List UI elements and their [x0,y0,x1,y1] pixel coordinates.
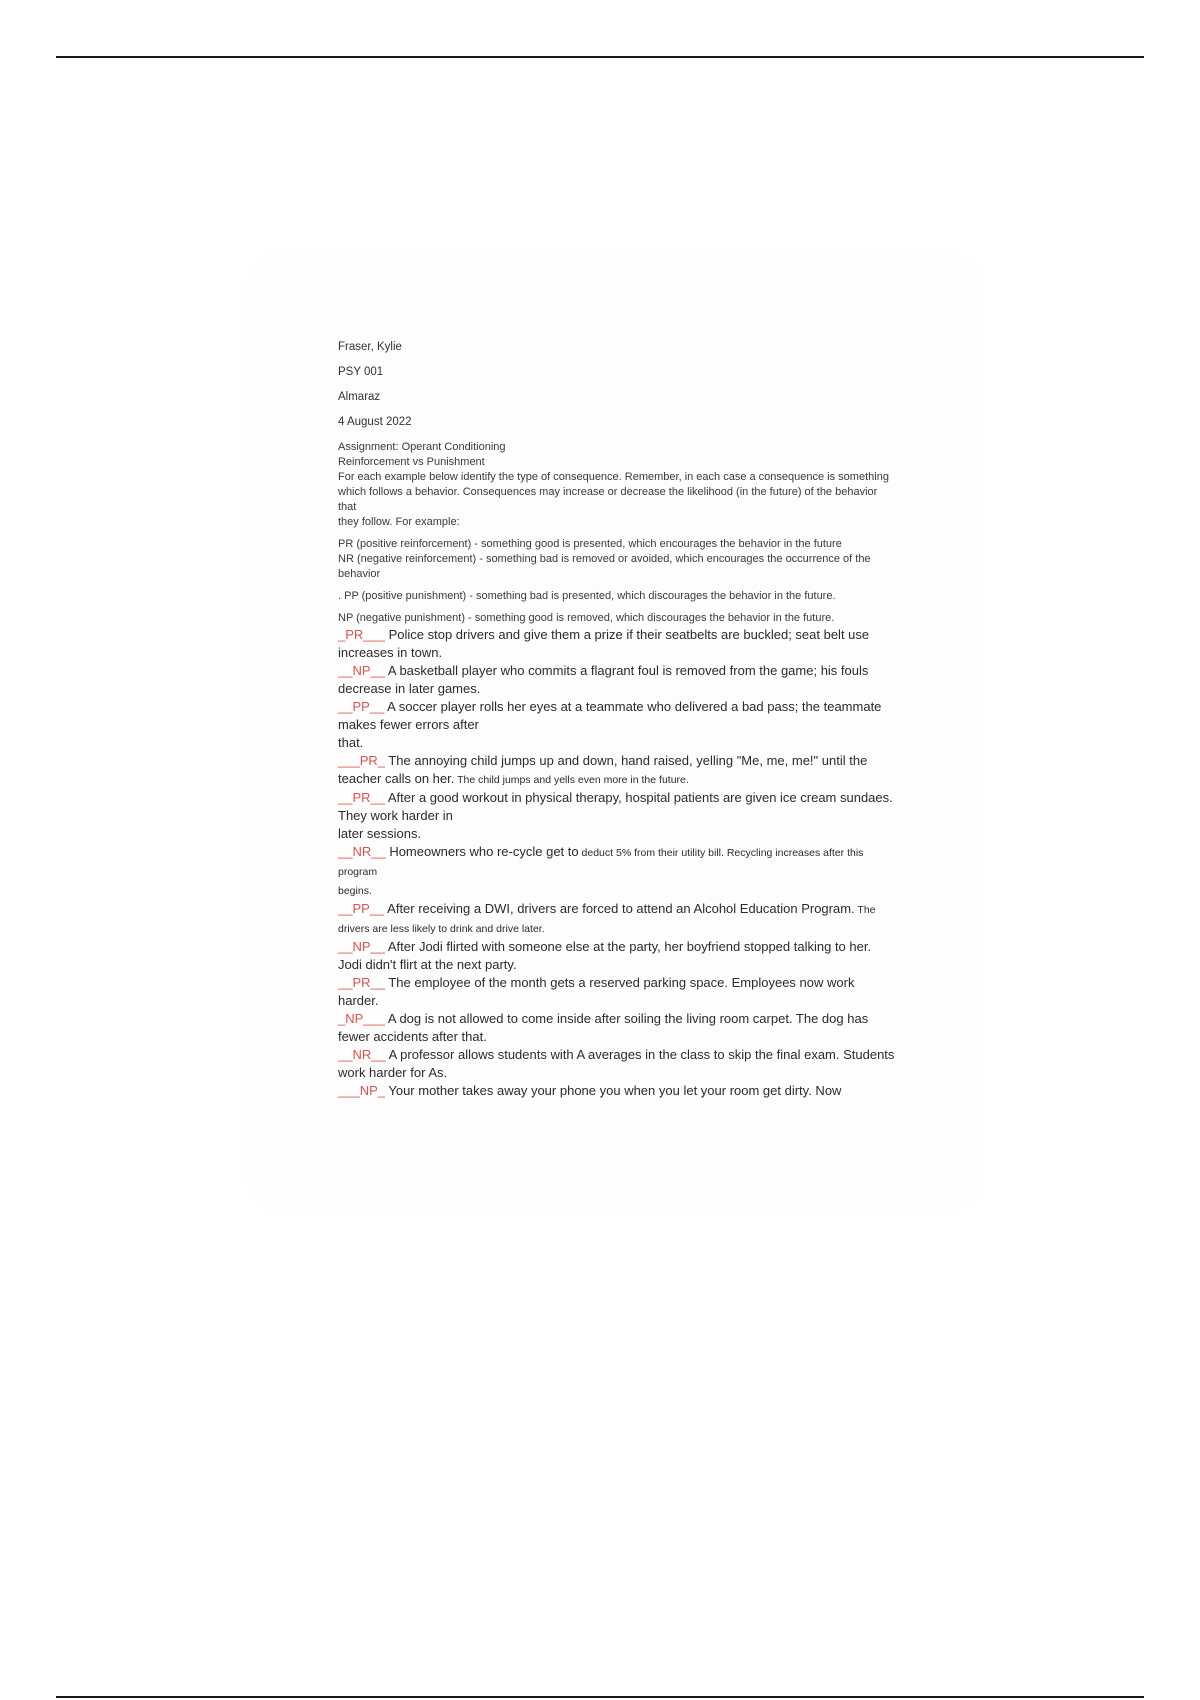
example-text: After Jodi flirted with someone else at the party, her boyfriend stopped talking to her. Jodi didn't flirt at the next party. [338,939,872,972]
answer-label: __PR__ [338,790,385,805]
answer-label: __PP__ [338,699,385,714]
example-item [338,789,898,843]
example-text: After a good workout in physical therapy, hospital patients are given ice cream sundaes. They work harder in [338,790,893,823]
instructor-name: Almaraz [338,391,381,403]
example-small-text: The drivers are less likely to drink and drive later. [338,904,876,935]
bottom-rule [56,1696,1144,1698]
example-text-continued: that. [338,735,364,750]
example-item [338,900,898,938]
example-text: A basketball player who commits a flagrant foul is removed from the game; his fouls decrease in later games. [338,663,869,696]
example-text: A dog is not allowed to come inside after soiling the living room carpet. The dog has fewer accidents after that. [338,1011,869,1044]
example-text: The employee of the month gets a reserved parking space. Employees now work harder. [338,975,855,1008]
definition-pr: PR (positive reinforcement) - something good is presented, which encourages the behavior in the future [338,538,842,550]
example-list [338,626,898,1100]
answer-label: ___NP_ [338,1083,385,1098]
example-text: Your mother takes away your phone you when you let your room get dirty. Now [384,1083,842,1098]
example-small-text: The child jumps and yells even more in the future. [454,774,689,786]
example-item [338,938,898,974]
answer-label: __NR__ [338,1047,386,1062]
example-text: Police stop drivers and give them a prize if their seatbelts are buckled; seat belt use increases in town. [338,627,870,660]
definition-np: NP (negative punishment) - something good is removed, which discourages the behavior in the future. [338,612,835,624]
instructions-text: For each example below identify the type of consequence. Remember, in each case a consequence is something which follows a behavior. Consequences may increase or decrease the likelihood (in the future) of the behavior that [338,471,889,513]
example-item [338,1046,898,1082]
example-item [338,626,898,662]
document-body [338,340,898,1100]
example-text-continued: later sessions. [338,826,422,841]
example-text: The annoying child jumps up and down, hand raised, yelling "Me, me, me!" until the teacher calls on her. [338,753,868,786]
answer-label: __PP__ [338,901,385,916]
answer-label: __NP__ [338,939,385,954]
example-item [338,974,898,1010]
example-text: A professor allows students with A averages in the class to skip the final exam. Students work harder for As. [338,1047,895,1080]
assignment-title: Assignment: Operant Conditioning [338,441,506,453]
student-name: Fraser, Kylie [338,341,402,353]
assignment-date: 4 August 2022 [338,416,412,428]
example-item [338,698,898,752]
example-item [338,752,898,789]
example-text: A soccer player rolls her eyes at a teammate who delivered a bad pass; the teammate makes fewer errors after [338,699,882,732]
answer-label: _PR___ [338,627,385,642]
course-code: PSY 001 [338,366,384,378]
definition-pp: . PP (positive punishment) - something bad is presented, which discourages the behavior in the future. [338,590,836,602]
answer-label: __NR__ [338,844,386,859]
definition-nr: NR (negative reinforcement) - something bad is removed or avoided, which encourages the occurrence of the behavior [338,553,871,580]
answer-label: __PR__ [338,975,385,990]
example-item [338,662,898,698]
example-item [338,1010,898,1046]
example-small-text: deduct 5% from their utility bill. Recycling increases after this program [338,847,864,878]
example-item [338,1082,898,1100]
example-small-text-continued: begins. [338,885,372,897]
example-text: After receiving a DWI, drivers are forced to attend an Alcohol Education Program. [384,901,855,916]
example-text: Homeowners who re-cycle get to [385,844,579,859]
answer-label: ___PR_ [338,753,385,768]
assignment-subtitle: Reinforcement vs Punishment [338,456,485,468]
example-item [338,843,898,900]
answer-label: __NP__ [338,663,385,678]
answer-label: _NP___ [338,1011,385,1026]
instructions-text-2: they follow. For example: [338,516,460,528]
top-rule [56,56,1144,58]
